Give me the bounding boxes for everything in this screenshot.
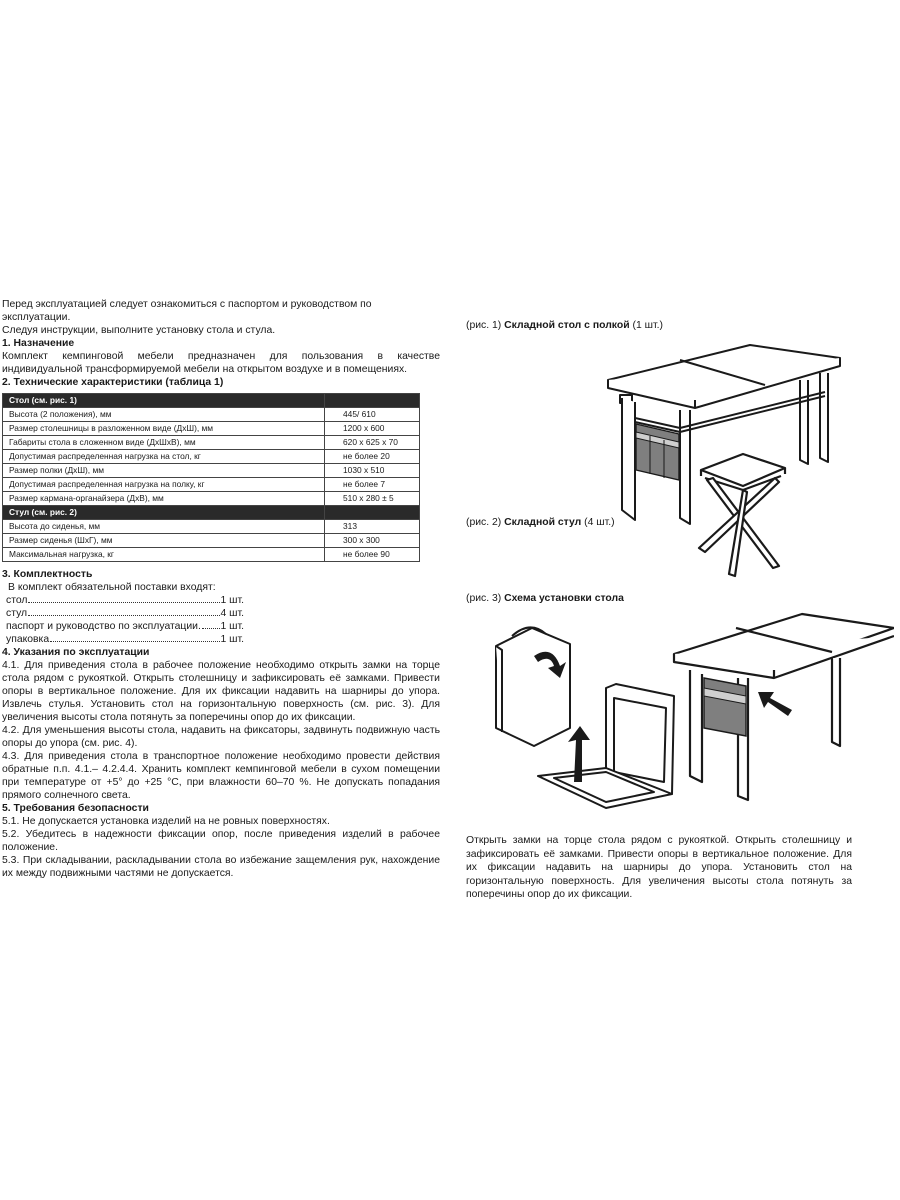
fig2-prefix: (рис. 2): [466, 517, 502, 528]
specs-heading: 2. Технические характеристики (таблица 1): [2, 377, 224, 388]
fig1-caption: [466, 320, 856, 331]
table-row: [3, 520, 420, 534]
kit-item-qty: 1 шт.: [220, 621, 244, 632]
kit-item-qty: 4 шт.: [220, 608, 244, 619]
kit-intro: В комплект обязательной поставки входят:: [8, 582, 216, 593]
fig3-title: Схема установки стола: [504, 593, 624, 604]
spec-value: 313: [325, 520, 420, 534]
spec-name: Размер полки (ДхШ), мм: [3, 464, 325, 478]
kit-item-name: паспорт и руководство по эксплуатации.: [6, 621, 201, 632]
chair-section-row: [3, 506, 420, 520]
fig1-prefix: (рис. 1): [466, 320, 502, 331]
fig3-prefix: (рис. 3): [466, 593, 502, 604]
spec-value: 300 х 300: [325, 534, 420, 548]
installation-scheme-illustration: [482, 606, 894, 824]
spec-value: 510 х 280 ± 5: [325, 492, 420, 506]
kit-item-name: упаковка: [6, 634, 50, 645]
spec-value: 445/ 610: [325, 408, 420, 422]
usage-p1: 4.1. Для приведения стола в рабочее положение необходимо открыть замки на торце стола рядом с рукояткой. Открыть столешницу и зафиксировать её замками. Привести опоры в вертикальное положение. Для их фиксации надавить на шарниры до упора. Извлечь стулья. Установить стол на горизонтальную поверхность (см. рис. 3). Для увеличения высоты стола потянуть за поперечины опор до их фиксации.: [2, 660, 440, 723]
table-section-title: Стол (см. рис. 1): [3, 394, 325, 408]
fig3-caption: [466, 593, 856, 604]
fig1-suffix: (1 шт.): [632, 320, 663, 331]
fig2-title: Складной стул: [504, 517, 582, 528]
spec-value: 1200 х 600: [325, 422, 420, 436]
safety-heading: 5. Требования безопасности: [2, 803, 149, 814]
spec-name: Габариты стола в сложенном виде (ДхШхВ), мм: [3, 436, 325, 450]
list-item: [6, 594, 244, 607]
spec-name: Максимальная нагрузка, кг: [3, 548, 325, 562]
spec-value: не более 90: [325, 548, 420, 562]
safety-p2: 5.2. Убедитесь в надежности фиксации опор, после приведения изделий в рабочее положение.: [2, 829, 440, 853]
usage-heading: 4. Указания по эксплуатации: [2, 647, 150, 658]
table-row: [3, 492, 420, 506]
spec-name: Размер столешницы в разложенном виде (ДхШ), мм: [3, 422, 325, 436]
spec-name: Допустимая распределенная нагрузка на стол, кг: [3, 450, 325, 464]
left-column: [2, 298, 440, 880]
intro-line-1: Перед эксплуатацией следует ознакомиться с паспортом и руководством по эксплуатации.: [2, 299, 372, 323]
table-row: [3, 478, 420, 492]
chair-section-title: Стул (см. рис. 2): [3, 506, 325, 520]
kit-item-name: стул: [6, 608, 28, 619]
list-item: [6, 620, 244, 633]
table-row: [3, 408, 420, 422]
spec-name: Высота (2 положения), мм: [3, 408, 325, 422]
spec-name: Размер сиденья (ШхГ), мм: [3, 534, 325, 548]
safety-p3: 5.3. При складывании, раскладывании стола во избежание защемления рук, нахождение их между подвижными частями не допускается.: [2, 855, 440, 879]
spec-name: Высота до сиденья, мм: [3, 520, 325, 534]
intro-line-2: Следуя инструкции, выполните установку стола и стула.: [2, 325, 276, 336]
spec-value: 620 х 625 х 70: [325, 436, 420, 450]
table-section-row: [3, 394, 420, 408]
list-item: [6, 633, 244, 646]
table-row: [3, 534, 420, 548]
kit-item-qty: 1 шт.: [220, 595, 244, 606]
spec-value: не более 7: [325, 478, 420, 492]
purpose-text: Комплект кемпинговой мебели предназначен для пользования в качестве индивидуальной трансформируемой мебели на открытом воздухе и в помещениях.: [2, 351, 440, 375]
list-item: [6, 607, 244, 620]
table-row: [3, 422, 420, 436]
usage-p3: 4.3. Для приведения стола в транспортное положение необходимо провести действия обратные п.п. 4.1.– 4.2.4.4. Хранить комплект кемпинговой мебели в сухом помещении при температуре от +5° до +25 °C, при влажности 60–70 %. Не допускать попадания прямого солнечного света.: [2, 751, 440, 801]
spec-name: Размер кармана-органайзера (ДхВ), мм: [3, 492, 325, 506]
spec-value: 1030 х 510: [325, 464, 420, 478]
kit-heading: 3. Комплектность: [2, 569, 93, 580]
purpose-heading: 1. Назначение: [2, 338, 75, 349]
spec-table: [2, 393, 420, 562]
spec-name: Допустимая распределенная нагрузка на полку, кг: [3, 478, 325, 492]
table-row: [3, 450, 420, 464]
table-row: [3, 548, 420, 562]
folding-stool-illustration: [685, 450, 800, 580]
kit-item-qty: 1 шт.: [220, 634, 244, 645]
usage-p2: 4.2. Для уменьшения высоты стола, надавить на фиксаторы, задвинуть подвижную часть опоры до упора (см. рис. 4).: [2, 725, 440, 749]
kit-list: [6, 581, 440, 646]
kit-item-name: стол: [6, 595, 28, 606]
table-row: [3, 464, 420, 478]
fig1-title: Складной стол с полкой: [504, 320, 630, 331]
push-arrow-icon: [758, 692, 792, 716]
fig2-suffix: (4 шт.): [584, 517, 615, 528]
spec-value: не более 20: [325, 450, 420, 464]
table-row: [3, 436, 420, 450]
fig3-description: Открыть замки на торце стола рядом с рукояткой. Открыть столешницу и зафиксировать её замками. Привести опоры в вертикальное положение. Для их фиксации надавить на шарниры до упора. Установить стол на горизонтальную поверхность. Для увеличения высоты стола потянуть за поперечины опор до их фиксации.: [466, 835, 852, 900]
safety-p1: 5.1. Не допускается установка изделий на не ровных поверхностях.: [2, 816, 330, 827]
